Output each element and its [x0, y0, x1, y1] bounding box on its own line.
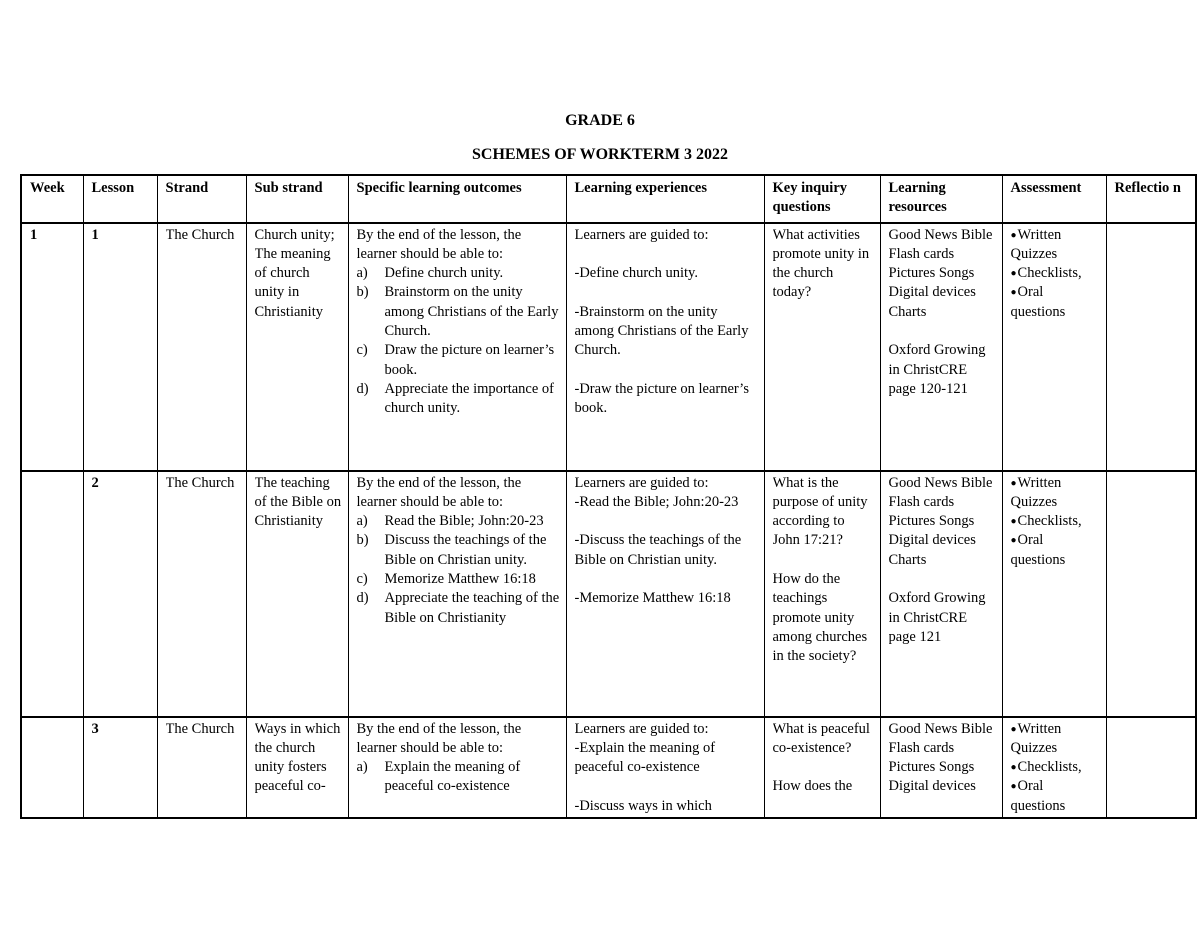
assessment-item — [1011, 720, 1100, 759]
experience-line: -Read the Bible; John:20-23 — [574, 493, 739, 510]
outcomes-intro: By the end of the lesson, the learner should be able to: — [356, 226, 522, 262]
outcome-text: Memorize Matthew 16:18 — [384, 571, 536, 588]
experience-line: -Memorize Matthew 16:18 — [574, 590, 731, 607]
resource-line: Flash cards — [888, 739, 955, 756]
sub-strand-text: The teaching of the Bible on Christianity — [254, 474, 342, 530]
outcome-text: Draw the picture on learner’s book. — [384, 342, 555, 378]
col-header-week: Week — [21, 175, 83, 223]
strand-text: The Church — [165, 720, 235, 737]
resource-line: Good News Bible — [888, 720, 993, 737]
resource-line: Flash cards — [888, 493, 955, 510]
strand-cell — [157, 717, 246, 818]
assessment-text: Oral questions — [1010, 778, 1066, 813]
resource-line: Digital devices — [888, 778, 976, 795]
lesson-number: 3 — [91, 720, 99, 737]
assessment-text: Checklists, — [1017, 759, 1082, 776]
strand-text: The Church — [165, 226, 235, 243]
outcome-item — [357, 380, 560, 419]
blank-line — [575, 245, 758, 264]
outcome-text: Appreciate the teaching of the Bible on Christianity — [384, 590, 560, 626]
resources-cell — [880, 223, 1002, 471]
sub-strand-text: Church unity; The meaning of church unity in Christianity — [254, 226, 335, 320]
resource-line: Oxford Growing in ChristCRE page 120-121 — [888, 342, 986, 397]
outcome-marker: b) — [356, 532, 369, 549]
assessment-cell — [1002, 471, 1106, 717]
col-header-experiences: Learning experiences — [566, 175, 764, 223]
assessment-list — [1011, 720, 1100, 813]
resource-line: Charts — [888, 551, 927, 568]
assessment-item — [1011, 226, 1100, 265]
resource-line: Good News Bible — [888, 474, 993, 491]
outcome-item — [357, 758, 560, 797]
reflection-cell — [1106, 717, 1196, 818]
col-header-sub-strand: Sub strand — [246, 175, 348, 223]
questions-cell — [764, 471, 880, 717]
experience-line: Learners are guided to: — [574, 226, 709, 243]
outcomes-cell — [348, 471, 566, 717]
blank-line — [575, 777, 758, 796]
outcome-marker: d) — [356, 380, 369, 397]
bullet-icon: ● — [1010, 723, 1017, 735]
assessment-text: Oral questions — [1010, 532, 1066, 568]
outcome-item — [357, 531, 560, 570]
assessment-item — [1011, 283, 1100, 322]
outcome-marker: d) — [356, 590, 369, 607]
question-line: What activities promote unity in the church today? — [772, 226, 870, 301]
outcome-text: Read the Bible; John:20-23 — [384, 513, 544, 530]
question-line: How do the teachings promote unity among churches in the society? — [772, 571, 868, 665]
resources-cell — [880, 471, 1002, 717]
assessment-cell — [1002, 223, 1106, 471]
col-header-questions: Key inquiry questions — [764, 175, 880, 223]
outcome-item — [357, 570, 560, 589]
experience-line: -Brainstorm on the unity among Christians of the Early Church. — [574, 303, 749, 359]
resources-cell — [880, 717, 1002, 818]
col-header-resources: Learning resources — [880, 175, 1002, 223]
assessment-item — [1011, 758, 1100, 777]
outcome-marker: a) — [356, 513, 368, 530]
outcome-item — [357, 264, 560, 283]
outcome-text: Appreciate the importance of church unity. — [384, 380, 554, 417]
resource-line: Oxford Growing in ChristCRE page 121 — [888, 590, 986, 645]
experience-line: Learners are guided to: — [574, 474, 709, 491]
week-cell — [21, 717, 83, 818]
strand-cell — [157, 471, 246, 717]
outcomes-list — [357, 512, 560, 628]
questions-cell — [764, 223, 880, 471]
reflection-cell — [1106, 223, 1196, 471]
blank-line — [889, 322, 996, 341]
outcome-marker: c) — [356, 342, 368, 359]
col-header-strand: Strand — [157, 175, 246, 223]
lesson-cell — [83, 471, 157, 717]
resource-line: Pictures Songs — [888, 759, 975, 776]
blank-line — [889, 570, 996, 589]
bullet-icon: ● — [1010, 535, 1017, 547]
assessment-list — [1011, 474, 1100, 570]
lesson-number: 2 — [91, 474, 99, 491]
bullet-icon: ● — [1010, 268, 1017, 280]
experience-line: -Define church unity. — [574, 265, 698, 282]
outcome-marker: b) — [356, 284, 369, 301]
resource-line: Digital devices — [888, 284, 976, 301]
sub-strand-cell — [246, 471, 348, 717]
outcomes-cell — [348, 717, 566, 818]
outcomes-cell — [348, 223, 566, 471]
reflection-cell — [1106, 471, 1196, 717]
question-line: What is peaceful co-existence? — [772, 720, 870, 756]
table-row — [21, 471, 1196, 717]
assessment-text: Checklists, — [1017, 265, 1082, 282]
strand-cell — [157, 223, 246, 471]
outcome-item — [357, 589, 560, 628]
resource-line: Flash cards — [888, 245, 955, 262]
assessment-item — [1011, 264, 1100, 283]
questions-cell — [764, 717, 880, 818]
blank-line — [773, 551, 874, 570]
resource-line: Good News Bible — [888, 226, 993, 243]
col-header-lesson: Lesson — [83, 175, 157, 223]
table-row — [21, 717, 1196, 818]
sub-strand-text: Ways in which the church unity fosters peaceful co- — [254, 720, 341, 795]
scheme-title: SCHEMES OF WORKTERM 3 2022 — [471, 146, 729, 163]
sub-strand-cell — [246, 223, 348, 471]
sub-strand-cell — [246, 717, 348, 818]
blank-line — [575, 283, 758, 302]
assessment-text: Written Quizzes — [1010, 226, 1062, 262]
outcome-marker: a) — [356, 265, 368, 282]
outcome-text: Brainstorm on the unity among Christians of the Early Church. — [384, 284, 559, 340]
outcome-item — [357, 512, 560, 531]
outcome-text: Explain the meaning of peaceful co-existence — [384, 759, 521, 795]
question-line: What is the purpose of unity according to John 17:21? — [772, 474, 868, 549]
experiences-cell — [566, 717, 764, 818]
assessment-item — [1011, 777, 1100, 812]
week-cell — [21, 471, 83, 717]
resource-line: Pictures Songs — [888, 513, 975, 530]
outcome-text: Define church unity. — [384, 265, 504, 282]
outcomes-intro: By the end of the lesson, the learner should be able to: — [356, 720, 522, 756]
grade-heading: GRADE 6 — [565, 112, 635, 129]
assessment-cell — [1002, 717, 1106, 818]
bullet-icon: ● — [1010, 477, 1017, 489]
blank-line — [773, 758, 874, 777]
scheme-table — [20, 174, 1197, 819]
experience-line: -Draw the picture on learner’s book. — [574, 380, 749, 417]
experience-line: Learners are guided to: — [574, 720, 709, 737]
outcome-marker: a) — [356, 759, 368, 776]
outcomes-list — [357, 758, 560, 797]
assessment-text: Oral questions — [1010, 284, 1066, 320]
assessment-item — [1011, 531, 1100, 570]
bullet-icon: ● — [1010, 287, 1017, 299]
blank-line — [575, 361, 758, 380]
experiences-cell — [566, 471, 764, 717]
outcome-item — [357, 341, 560, 380]
bullet-icon: ● — [1010, 762, 1017, 774]
outcome-item — [357, 283, 560, 341]
assessment-item — [1011, 512, 1100, 531]
blank-line — [575, 512, 758, 531]
bullet-icon: ● — [1010, 781, 1017, 793]
lesson-cell — [83, 717, 157, 818]
resource-line: Pictures Songs — [888, 265, 975, 282]
question-line: How does the — [772, 778, 853, 795]
assessment-text: Written Quizzes — [1010, 474, 1062, 510]
assessment-text: Checklists, — [1017, 513, 1082, 530]
col-header-outcomes: Specific learning outcomes — [348, 175, 566, 223]
table-row — [21, 223, 1196, 471]
strand-text: The Church — [165, 474, 235, 491]
outcomes-intro: By the end of the lesson, the learner should be able to: — [356, 474, 522, 510]
outcomes-list — [357, 264, 560, 418]
week-number: 1 — [30, 226, 38, 243]
col-header-assessment: Assessment — [1002, 175, 1106, 223]
assessment-item — [1011, 474, 1100, 513]
experience-line: -Explain the meaning of peaceful co-existence — [574, 739, 716, 776]
outcome-marker: c) — [356, 571, 368, 588]
col-header-reflection: Reflectio n — [1106, 175, 1196, 223]
bullet-icon: ● — [1010, 516, 1017, 528]
resource-line: Charts — [888, 303, 927, 320]
table-header-row — [21, 175, 1196, 223]
bullet-icon: ● — [1010, 229, 1017, 241]
week-cell — [21, 223, 83, 471]
lesson-cell — [83, 223, 157, 471]
experiences-cell — [566, 223, 764, 471]
resource-line: Digital devices — [888, 532, 976, 549]
lesson-number: 1 — [91, 226, 99, 243]
assessment-list — [1011, 226, 1100, 322]
outcome-text: Discuss the teachings of the Bible on Christian unity. — [384, 532, 547, 568]
experience-line: -Discuss the teachings of the Bible on Christian unity. — [574, 532, 742, 568]
blank-line — [575, 570, 758, 589]
experience-line: -Discuss ways in which — [574, 797, 712, 813]
assessment-text: Written Quizzes — [1010, 720, 1062, 756]
